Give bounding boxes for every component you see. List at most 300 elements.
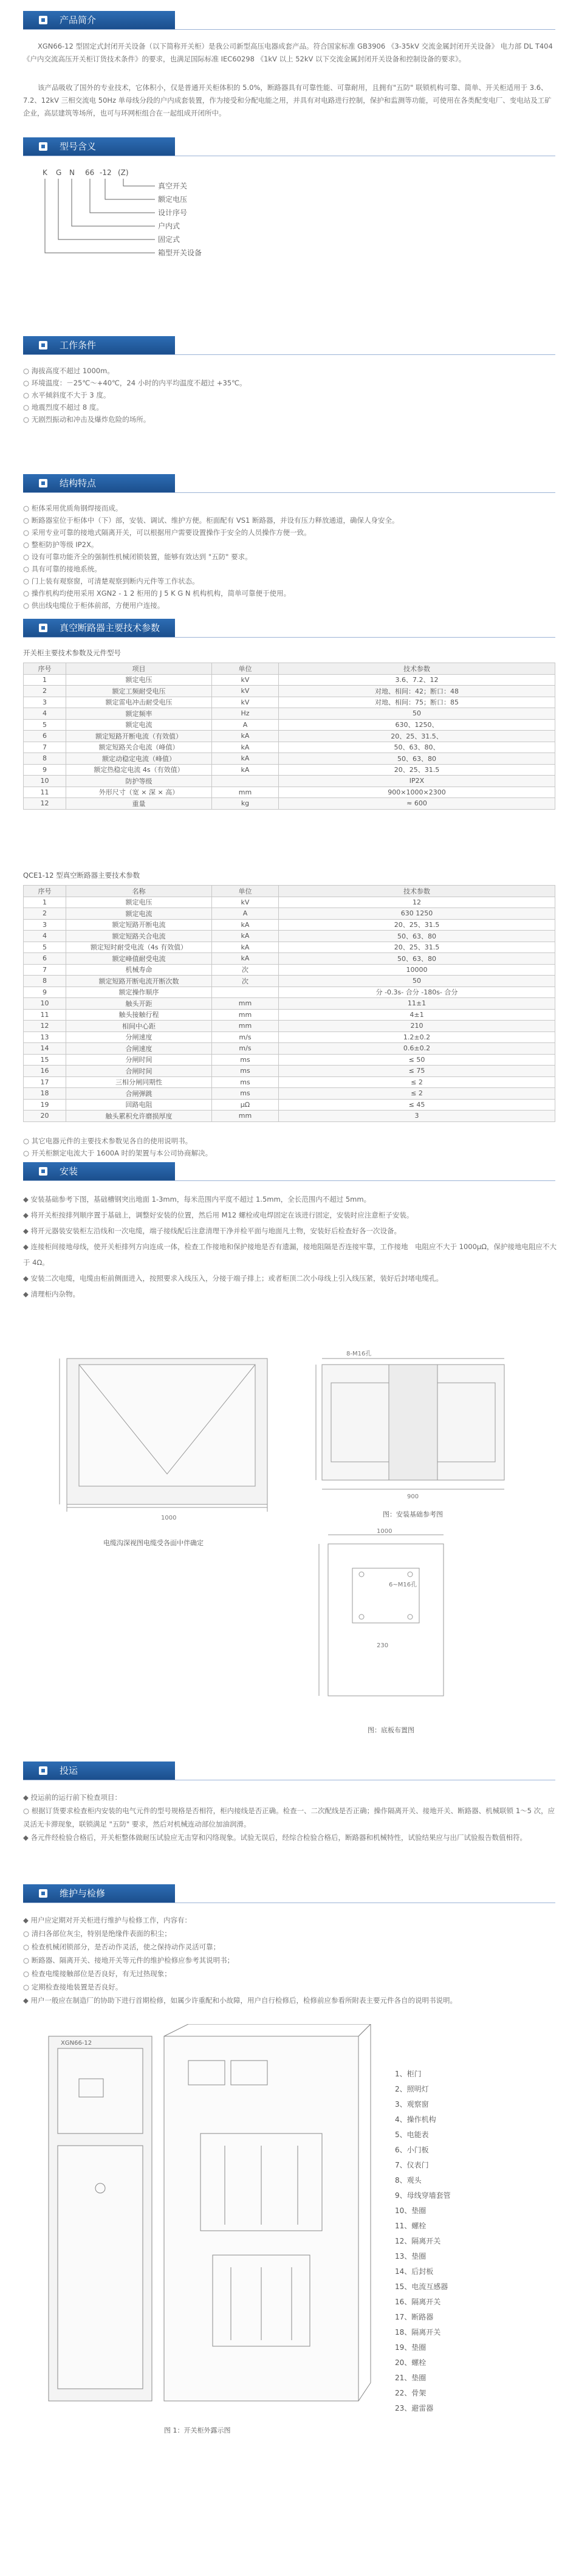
table-cell: kV	[212, 697, 279, 708]
list-item: ◆ 清理柜内杂物。	[23, 1290, 80, 1298]
figure-caption: 图：安装基础参考图	[383, 1510, 443, 1518]
section-icon	[39, 16, 47, 24]
table-cell: 10	[24, 998, 66, 1010]
part-item	[395, 2279, 451, 2295]
part-item	[395, 2112, 451, 2127]
table-cell: kA	[212, 953, 279, 965]
part-label: 断路器	[411, 2313, 434, 2321]
section-header-intro	[23, 11, 175, 29]
table-row	[24, 1111, 555, 1122]
section-header-conditions	[23, 336, 175, 354]
table-cell: 12	[24, 1021, 66, 1032]
section-title: 安装	[60, 1166, 78, 1177]
table-row	[24, 708, 555, 720]
divider	[23, 637, 555, 638]
list-item: ◆ 安装二次电缆，电缆由柜前侧面进入，按照要求入线压入，分接于端子排上；或者柜顶二次小母线上引入线压紧，装好后封堵电缆孔。	[23, 1274, 443, 1283]
list-item: ◆ 安装基础参考下图，基础槽钢突出地面 1-3mm，每米范围内平度不超过 1.5mm，全长范围内不超过 5mm。	[23, 1195, 371, 1204]
model-meaning: 固定式	[158, 235, 180, 244]
figure-caption: 电缆沟深视图电缆受各面中伴确定	[103, 1539, 204, 1547]
table-cell: 额定短路开断电流	[66, 919, 212, 931]
column-header: 名称	[66, 886, 212, 897]
part-label: 母线穿墙套管	[406, 2191, 451, 2200]
model-letter: (Z)	[118, 168, 129, 177]
table-cell: 额定短路开断电流（有效值）	[66, 731, 212, 742]
table-row	[24, 931, 555, 942]
part-item	[395, 2082, 451, 2097]
part-number: 5、	[395, 2130, 407, 2139]
list-item: ◆ 用户应定期对开关柜进行维护与检修工作，内容有：	[23, 1916, 191, 1924]
table-row	[24, 798, 555, 810]
maintenance-list	[23, 1913, 558, 2007]
model-meaning: 设计序号	[158, 208, 188, 217]
table-row	[24, 764, 555, 776]
table-cell: kA	[212, 931, 279, 942]
section-icon	[39, 479, 47, 487]
figure-caption: 图 1：开关柜外露示图	[164, 2426, 231, 2434]
table-cell: 额定电压	[66, 897, 212, 908]
table-cell: 4	[24, 931, 66, 942]
table-row	[24, 998, 555, 1010]
figure-caption: 图：底板布置图	[368, 1726, 414, 1734]
part-item	[395, 2203, 451, 2219]
table-cell: 回路电阻	[66, 1099, 212, 1111]
part-item	[395, 2371, 451, 2386]
table-cell: 20、25、31.5	[279, 919, 555, 931]
column-header: 序号	[24, 886, 66, 897]
part-number: 8、	[395, 2176, 407, 2185]
table-cell: A	[212, 719, 279, 731]
section-header-install	[23, 1162, 175, 1180]
table-cell: ≤ 50	[279, 1054, 555, 1066]
table-cell: 触头接触行程	[66, 1009, 212, 1021]
part-label: 隔离开关	[411, 2328, 441, 2337]
part-item	[395, 2310, 451, 2325]
list-item: ○ 海拔高度不超过 1000m。	[23, 367, 114, 375]
part-number: 14、	[395, 2267, 412, 2276]
table-cell: 1.2±0.2	[279, 1031, 555, 1043]
part-label: 隔离开关	[411, 2298, 441, 2306]
table-row	[24, 1031, 555, 1043]
table-row	[24, 1021, 555, 1032]
table-cell: 额定电流	[66, 719, 212, 731]
part-item	[395, 2355, 451, 2371]
model-code-diagram	[36, 164, 279, 274]
table-row	[24, 919, 555, 931]
model-meaning: 额定电压	[158, 195, 188, 204]
table-cell: 4±1	[279, 1009, 555, 1021]
part-number: 10、	[395, 2206, 412, 2215]
section-header-operation	[23, 1762, 175, 1780]
part-number: 20、	[395, 2358, 412, 2367]
table-cell: 9	[24, 764, 66, 776]
part-label: 螺栓	[411, 2358, 427, 2367]
part-item	[395, 2264, 451, 2279]
table-cell: 20、25、31.5、	[279, 731, 555, 742]
table-cell: 50	[279, 708, 555, 720]
list-item: ◆ 各元件经检验合格后，开关柜整体做耐压试验应无击穿和闪络现象。试验无误后，经综合检验合格后，断路器和机械特性，试验结果应与出厂试验报告数值相符。	[23, 1833, 527, 1842]
floor-plan-drawing	[304, 1526, 462, 1720]
part-label: 后封板	[411, 2267, 434, 2276]
table-row	[24, 908, 555, 920]
model-letter: -12	[100, 168, 112, 177]
list-item: ○ 根据订货要求检查柜内安装的电气元件的型号规格是否相符，柜内接线是否正确。检查一、二次配线是否正确；操作隔离开关、接地开关、断路器、机械联锁 1～5 次，应灵活无卡滞现象，联锁满足 "五防" 要求，然后对机械连动部位加油润滑。	[23, 1806, 555, 1828]
table-cell: IP2X	[279, 776, 555, 787]
list-item: ○ 断路器、隔离开关、接地开关等元件的维护检修应参考其说明书；	[23, 1956, 235, 1965]
table-row	[24, 776, 555, 787]
section-header-breaker	[23, 619, 175, 637]
model-letter: N	[69, 168, 75, 177]
table-cell: 19	[24, 1099, 66, 1111]
table-cell: 9	[24, 987, 66, 998]
table-cell: 50、63、80、	[279, 742, 555, 753]
part-label: 电能表	[406, 2130, 429, 2139]
table-row	[24, 897, 555, 908]
table-row	[24, 1009, 555, 1021]
section-title: 结构特点	[60, 478, 97, 489]
table-cell: 12	[24, 798, 66, 810]
part-label: 隔离开关	[411, 2237, 441, 2245]
table-cell: 630、1250、	[279, 719, 555, 731]
table-cell: 8	[24, 753, 66, 765]
cabinet-section-drawing	[55, 1346, 286, 1529]
table-cell: A	[212, 908, 279, 920]
part-number: 16、	[395, 2298, 412, 2306]
table-cell: 触头开距	[66, 998, 212, 1010]
table-cell: 额定电压	[66, 674, 212, 686]
operation-list	[23, 1791, 558, 1844]
list-item: ○ 检查电缆接触部位是否良好，有无过热现象；	[23, 1969, 171, 1978]
table-cell: 额定热稳定电流 4s（有效值）	[66, 764, 212, 776]
table-cell: 额定动稳定电流（峰值）	[66, 753, 212, 765]
part-label: 垫圈	[411, 2206, 427, 2215]
column-header: 序号	[24, 663, 66, 675]
table-row	[24, 674, 555, 686]
list-item: ○ 设有可靠功能齐全的强制性机械闭锁装置，能够有效达到 "五防" 要求。	[23, 553, 252, 561]
list-item: ○ 操作机构均使用采用 XGN2 - 1 2 柜用的 J 5 K G N 机构机构，简单可靠便于使用。	[23, 589, 291, 598]
table-cell: 2	[24, 686, 66, 697]
model-meaning: 真空开关	[158, 182, 188, 190]
model-meaning: 箱型开关设备	[158, 249, 202, 257]
dimension-label: 1000	[377, 1528, 392, 1535]
section-title: 投运	[60, 1765, 78, 1776]
intro-paragraph-1: XGN66-12 型固定式封闭开关设备（以下简称开关柜）是我公司新型高压电器成套产品。符合国家标准 GB3906 《3-35kV 交流金属封闭开关设备》 电力部 DL T404《户内交流高压开关柜订货技术条件》的要求，也满足国际标准 IEC60298 《1kV 以上 52kV 以下交流金属封闭开关设备和控制设备的要求》。	[23, 42, 553, 63]
model-letter: G	[56, 168, 62, 177]
table-cell: kV	[212, 674, 279, 686]
table-row	[24, 742, 555, 753]
part-item	[395, 2143, 451, 2158]
section-icon	[39, 1167, 47, 1176]
section-title: 真空断路器主要技术参数	[60, 622, 160, 633]
table-cell: 3	[24, 697, 66, 708]
dimension-label: 230	[377, 1642, 389, 1649]
table-cell: 20、25、31.5	[279, 942, 555, 953]
section-header-structure	[23, 474, 175, 492]
table-cell: 11	[24, 787, 66, 798]
table-cell: 20、25、31.5	[279, 764, 555, 776]
table-cell: 5	[24, 719, 66, 731]
table-cell: 额定短时耐受电流（4s 有效值）	[66, 942, 212, 953]
part-label: 螺栓	[411, 2222, 427, 2230]
part-label: 避雷器	[411, 2404, 434, 2412]
list-item: ○ 整柜防护等级 IP2X。	[23, 540, 98, 549]
table-cell: 额定短路开断电流开断次数	[66, 976, 212, 987]
table-cell: Hz	[212, 708, 279, 720]
table-cell	[212, 776, 279, 787]
table-cell: 20	[24, 1111, 66, 1122]
table-cell: ≤ 2	[279, 1088, 555, 1100]
table-cell: 50、63、80	[279, 753, 555, 765]
note: ○ 其它电器元件的主要技术参数见各自的使用说明书。	[23, 1137, 193, 1145]
table-cell: ms	[212, 1088, 279, 1100]
table-row	[24, 731, 555, 742]
table-row	[24, 953, 555, 965]
table-cell: 50	[279, 976, 555, 987]
table-cell: 7	[24, 964, 66, 976]
section-title: 产品简介	[60, 15, 97, 26]
table-cell: ms	[212, 1076, 279, 1088]
table-cell: kA	[212, 731, 279, 742]
part-number: 1、	[395, 2070, 407, 2078]
part-label: 观察窗	[406, 2100, 429, 2109]
part-number: 15、	[395, 2282, 412, 2291]
table-cell: mm	[212, 1009, 279, 1021]
table-cell: 重量	[66, 798, 212, 810]
part-number: 17、	[395, 2313, 412, 2321]
list-item: ○ 水平倾斜度不大于 3 度。	[23, 391, 111, 399]
part-number: 6、	[395, 2146, 407, 2154]
part-number: 21、	[395, 2374, 412, 2382]
table-caption: QCE1-12 型真空断路器主要技术参数	[23, 871, 140, 880]
table-cell: kA	[212, 753, 279, 765]
table-cell: 防护等级	[66, 776, 212, 787]
table-cell: 6	[24, 731, 66, 742]
table-cell: 3	[24, 919, 66, 931]
cabinet-spec-table	[23, 663, 555, 810]
table-cell: 15	[24, 1054, 66, 1066]
part-item	[395, 2158, 451, 2173]
part-label: 垫圈	[411, 2374, 427, 2382]
table-cell: mm	[212, 998, 279, 1010]
table-cell	[212, 987, 279, 998]
list-item: ◆ 将开元器装安装柜左沿线和一次电缆，端子接线配后注意清理干净并检平面与地面凡土物，安装好后检查好各一次设备。	[23, 1227, 401, 1235]
table-cell: ≤ 75	[279, 1066, 555, 1077]
part-item	[395, 2188, 451, 2203]
column-header: 项目	[66, 663, 212, 675]
table-row	[24, 719, 555, 731]
table-cell: 外形尺寸（宽 × 深 × 高）	[66, 787, 212, 798]
divider	[23, 29, 555, 30]
section-header-model	[23, 137, 175, 156]
table-cell: 13	[24, 1031, 66, 1043]
part-label: 小门板	[406, 2146, 429, 2154]
part-label: 柜门	[406, 2070, 422, 2078]
section-icon	[39, 341, 47, 350]
table-cell: 分闸速度	[66, 1031, 212, 1043]
table-cell: 3	[279, 1111, 555, 1122]
section-icon	[39, 142, 47, 151]
part-number: 18、	[395, 2328, 412, 2337]
table-cell: 额定峰值耐受电流	[66, 953, 212, 965]
table-cell: 50、63、80	[279, 931, 555, 942]
table-row	[24, 1088, 555, 1100]
table-cell: 对地、相间：42；断口：48	[279, 686, 555, 697]
list-item: ○ 定期检查接地装置是否良好。	[23, 1983, 123, 1991]
list-item: ◆ 投运前的运行前下检查项目：	[23, 1793, 122, 1802]
table-cell: 1	[24, 897, 66, 908]
table-row	[24, 697, 555, 708]
table-row	[24, 1076, 555, 1088]
table-cell: 合闸弹跳	[66, 1088, 212, 1100]
table-cell: 14	[24, 1043, 66, 1055]
table-row	[24, 1054, 555, 1066]
part-number: 13、	[395, 2252, 412, 2261]
section-title: 维护与检修	[60, 1888, 106, 1899]
table-cell: 机械寿命	[66, 964, 212, 976]
table-cell: 相间中心距	[66, 1021, 212, 1032]
table-cell: μΩ	[212, 1099, 279, 1111]
table-cell: 0.6±0.2	[279, 1043, 555, 1055]
table-cell: 7	[24, 742, 66, 753]
part-number: 4、	[395, 2115, 407, 2124]
breaker-spec-table	[23, 885, 555, 1122]
table-row	[24, 987, 555, 998]
table-cell: mm	[212, 1111, 279, 1122]
part-item	[395, 2234, 451, 2249]
table-caption: 开关柜主要技术参数及元件型号	[23, 649, 121, 657]
part-number: 23、	[395, 2404, 412, 2412]
part-item	[395, 2097, 451, 2112]
table-cell: kV	[212, 897, 279, 908]
column-header: 单位	[212, 663, 279, 675]
table-cell: ms	[212, 1054, 279, 1066]
table-cell: ≤ 45	[279, 1099, 555, 1111]
table-cell: 分闸时间	[66, 1054, 212, 1066]
section-title: 型号含义	[60, 141, 97, 152]
part-label: 照明灯	[406, 2085, 429, 2093]
part-number: 3、	[395, 2100, 407, 2109]
table-cell: kA	[212, 764, 279, 776]
table-cell: 合闸速度	[66, 1043, 212, 1055]
table-cell: 17	[24, 1076, 66, 1088]
divider	[23, 354, 555, 355]
table-cell: 11±1	[279, 998, 555, 1010]
table-cell: 210	[279, 1021, 555, 1032]
column-header: 技术参数	[279, 886, 555, 897]
part-item	[395, 2173, 451, 2188]
part-item	[395, 2386, 451, 2401]
table-row	[24, 964, 555, 976]
table-cell: 10000	[279, 964, 555, 976]
table-cell: 次	[212, 976, 279, 987]
part-label: 垫圈	[411, 2252, 427, 2261]
list-item: ○ 供出线电缆位于柜体前部，方便用户连接。	[23, 601, 165, 610]
table-row	[24, 1066, 555, 1077]
table-cell: kA	[212, 919, 279, 931]
table-cell: 触头累积允许磨损厚度	[66, 1111, 212, 1122]
list-item: ○ 清扫各部位灰尘，特别是绝缘件表面的积尘；	[23, 1929, 171, 1938]
table-cell: 8	[24, 976, 66, 987]
table-cell: mm	[212, 1021, 279, 1032]
note: ○ 开关柜额定电流大于 1600A 时的架置与本公司协商解决。	[23, 1149, 213, 1157]
table-cell: 合闸时间	[66, 1066, 212, 1077]
list-item: ○ 采用专业可靠的接地式隔离开关，可以根据用户需要设置操作于安全的人员操作方便一致。	[23, 528, 311, 537]
column-header: 单位	[212, 886, 279, 897]
table-row	[24, 686, 555, 697]
table-cell: 900×1000×2300	[279, 787, 555, 798]
model-meaning: 户内式	[158, 222, 180, 230]
section-icon	[39, 1766, 47, 1775]
section-title: 工作条件	[60, 340, 97, 351]
list-item: ○ 无剧烈振动和冲击及爆炸危险的场所。	[23, 415, 151, 424]
list-item: ○ 柜体采用优质角钢焊接而成。	[23, 504, 123, 512]
table-cell: ≈ 600	[279, 798, 555, 810]
intro-paragraph-2: 该产品吸收了国外的专业技术，它体积小，仅是普通开关柜体积的 5.0%，断路器具有可靠性能、可靠耐用，且拥有"五防" 联锁机构可靠、简单、开关柜适用于 3.6、7.2、12kV 三相交流电 50Hz 单母线分段的户内成套装置，作为接受和分配电能之用，并具有对电路进行控制，保护和监测等功能，可使用在各类配变电厂、变电站及工矿企业，高层建筑等场所，也可与环网柜组合在一起组成开闭所中。	[23, 83, 552, 117]
part-item	[395, 2219, 451, 2234]
table-cell: 三相分闸同期性	[66, 1076, 212, 1088]
part-label: 骨架	[411, 2389, 427, 2397]
part-number: 22、	[395, 2389, 412, 2397]
part-label: 操作机构	[406, 2115, 436, 2124]
table-row	[24, 1099, 555, 1111]
part-item	[395, 2067, 451, 2082]
table-cell: 12	[279, 897, 555, 908]
part-item	[395, 2325, 451, 2340]
table-row	[24, 753, 555, 765]
parts-legend	[395, 2067, 451, 2416]
table-cell: kg	[212, 798, 279, 810]
table-cell: kV	[212, 686, 279, 697]
model-letter: K	[43, 168, 47, 177]
table-cell: 分 -0.3s- 合分 -180s- 合分	[279, 987, 555, 998]
part-number: 12、	[395, 2237, 412, 2245]
table-cell: 额定短路关合电流	[66, 931, 212, 942]
table-cell: 630 1250	[279, 908, 555, 920]
table-row	[24, 787, 555, 798]
table-row	[24, 976, 555, 987]
table-cell: 额定频率	[66, 708, 212, 720]
part-label: 电流互感器	[411, 2282, 448, 2291]
dimension-label: 8-M16孔	[346, 1351, 372, 1357]
dimension-label: 900	[407, 1493, 419, 1500]
install-base-drawing	[310, 1346, 516, 1504]
list-item: ○ 环境温度：－25℃～+40℃，24 小时的内平均温度不超过 +35℃。	[23, 379, 247, 387]
list-item: ◆ 用户一般应在制造厂的协助下进行首期检修，如属少许重配和小故障，用户自行检修后，检修前应参看所附表主要元件各自的说明书说明。	[23, 1996, 457, 2005]
part-label: 观头	[406, 2176, 422, 2185]
part-number: 11、	[395, 2222, 412, 2230]
table-cell: 额定操作顺序	[66, 987, 212, 998]
table-cell: 额定短路关合电流（峰值）	[66, 742, 212, 753]
table-cell: 1	[24, 674, 66, 686]
column-header: 技术参数	[279, 663, 555, 675]
table-cell: 11	[24, 1009, 66, 1021]
panel-label: XGN66-12	[61, 2040, 92, 2047]
table-cell: 3.6、7.2、12	[279, 674, 555, 686]
part-number: 9、	[395, 2191, 407, 2200]
table-cell: 4	[24, 708, 66, 720]
install-list	[23, 1191, 558, 1302]
table-cell: m/s	[212, 1031, 279, 1043]
part-item	[395, 2295, 451, 2310]
dimension-label: 6~M16孔	[389, 1582, 417, 1588]
table-cell: 次	[212, 964, 279, 976]
part-label: 仪表门	[406, 2161, 429, 2169]
table-cell: mm	[212, 787, 279, 798]
section-icon	[39, 624, 47, 632]
table-cell: 16	[24, 1066, 66, 1077]
table-cell: 50、63、80	[279, 953, 555, 965]
table-row	[24, 942, 555, 953]
list-item: ○ 检查机械闭锁部分，是否动作灵活，使之保持动作灵活可靠；	[23, 1943, 221, 1951]
